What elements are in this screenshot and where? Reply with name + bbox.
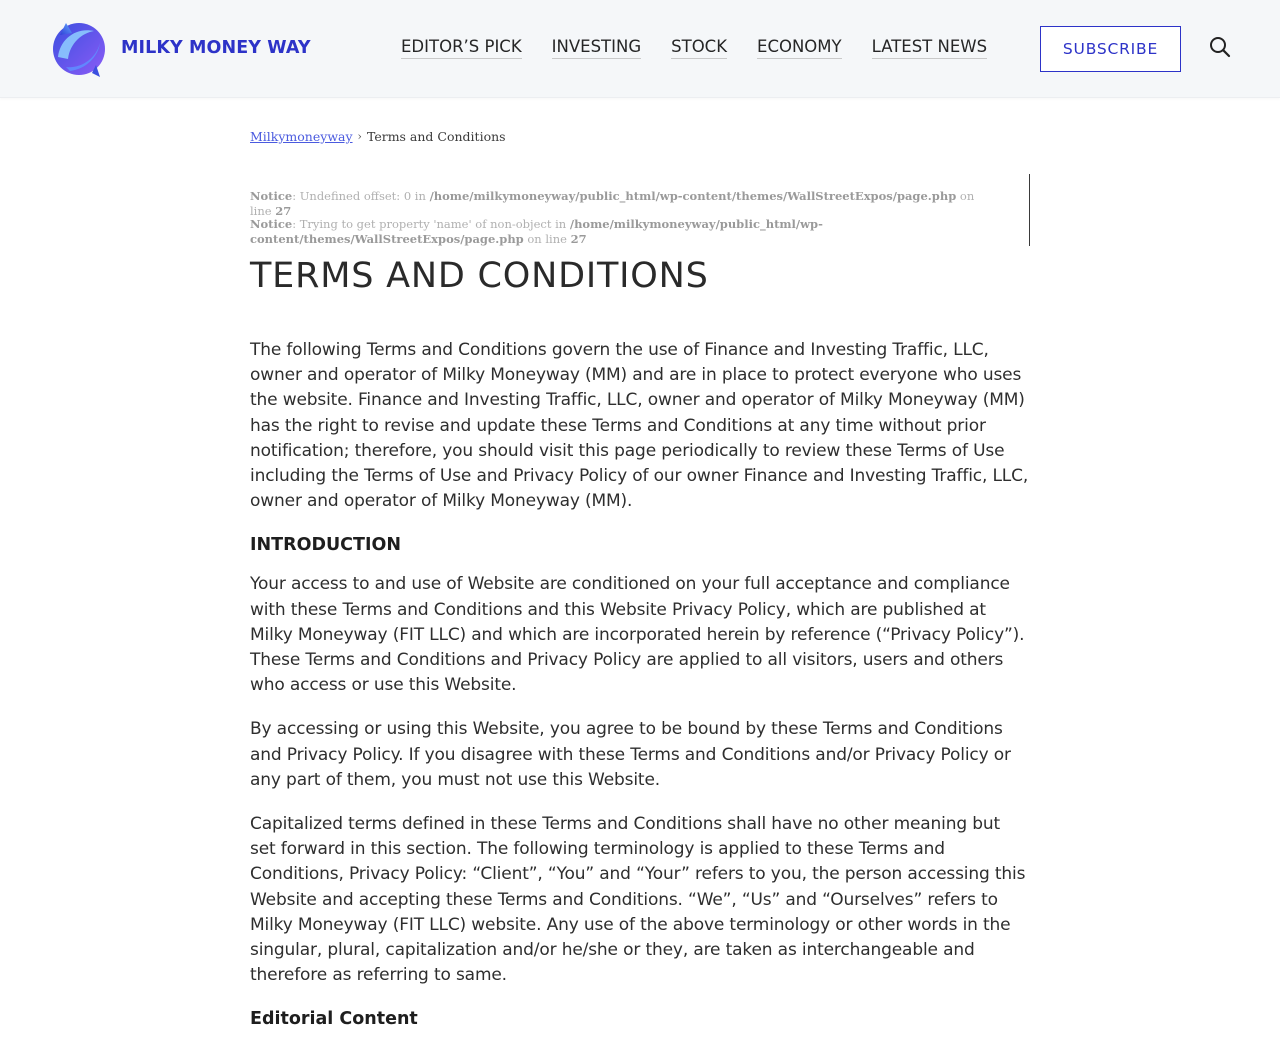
intro-paragraph: The following Terms and Conditions govern the use of Finance and Investing Traffic, LLC, owner and operator of Milky Moneyway (MM) and are in place to protect everyone who uses the website. Finance and Investing Traffic, LLC, owner and operator of Milky Moneyway (MM) has the right to revise and update these Terms and Conditions at any time without prior notification; therefore, you should visit this page periodically to review these Terms of Use including the Terms of Use and Privacy Policy of our owner Finance and Investing Traffic, LLC, owner and operator of Milky Moneyway (MM). xyxy=(250,340,1029,512)
notice-message: : Undefined offset: 0 in xyxy=(292,189,430,203)
article-content xyxy=(250,338,1030,1046)
site-header xyxy=(0,0,1280,98)
notice-label: Notice xyxy=(250,217,293,231)
search-icon[interactable] xyxy=(1208,35,1232,59)
main-nav xyxy=(401,37,987,59)
notice-path: /home/milkymoneyway/public_html/wp-content/themes/WallStreetExpos/page.php xyxy=(250,217,823,246)
nav-investing[interactable]: INVESTING xyxy=(552,37,641,59)
breadcrumb-current: Terms and Conditions xyxy=(366,129,506,144)
notice-message: : Trying to get property 'name' of non-object in xyxy=(292,217,570,231)
breadcrumb-home-link[interactable]: Milkymoneyway xyxy=(250,129,353,144)
notice-line-text: on line xyxy=(523,232,571,246)
site-logo[interactable] xyxy=(50,17,311,79)
subscribe-button[interactable]: SUBSCRIBE xyxy=(1040,26,1181,72)
breadcrumb-separator: › xyxy=(357,130,362,143)
access-paragraph: Your access to and use of Website are conditioned on your full acceptance and compliance with these Terms and Conditions and this Website Privacy Policy, which are published at Milky Moneyway (FIT LLC) and which are incorporated herein by reference (“Privacy Policy”). These Terms and Conditions and Privacy Policy are applied to all visitors, users and others who access or use this Website. xyxy=(250,574,1025,696)
notice-label: Notice xyxy=(250,189,293,203)
agreement-paragraph: By accessing or using this Website, you agree to be bound by these Terms and Conditions and Privacy Policy. If you disagree with these Terms and Conditions and/or Privacy Policy or any part of them, you must not use this Website. xyxy=(250,719,1011,790)
terminology-paragraph: Capitalized terms defined in these Terms and Conditions shall have no other meaning but set forward in this section. The following terminology is applied to these Terms and Conditions, Privacy Policy: “Client”, “You” and “Your” refers to you, the person accessing this Website and accepting these Terms and Conditions. “We”, “Us” and “Ourselves” refers to Milky Moneyway (FIT LLC) website. Any use of the above terminology or other words in the singular, plural, capitalization and/or he/she or they, are taken as interchangeable and therefore as referring to same. xyxy=(250,814,1026,986)
logo-text: MILKY MONEY WAY xyxy=(121,38,311,58)
notice-line-number: 27 xyxy=(275,204,292,218)
nav-editors-pick[interactable]: EDITOR’S PICK xyxy=(401,37,522,59)
php-notices xyxy=(250,174,1030,246)
introduction-heading: INTRODUCTION xyxy=(250,535,401,556)
notice-path: /home/milkymoneyway/public_html/wp-content/themes/WallStreetExpos/page.php xyxy=(429,189,957,203)
breadcrumb xyxy=(250,129,506,144)
nav-stock[interactable]: STOCK xyxy=(671,37,727,59)
page-title: TERMS AND CONDITIONS xyxy=(250,256,709,296)
logo-swirl-icon xyxy=(50,17,108,79)
nav-economy[interactable]: ECONOMY xyxy=(757,37,842,59)
php-notice xyxy=(250,189,985,219)
notice-line-text: on line xyxy=(250,189,975,218)
notice-line-number: 27 xyxy=(570,232,587,246)
php-notice xyxy=(250,217,985,247)
nav-latest-news[interactable]: LATEST NEWS xyxy=(872,37,987,59)
editorial-content-heading: Editorial Content xyxy=(250,1009,418,1030)
